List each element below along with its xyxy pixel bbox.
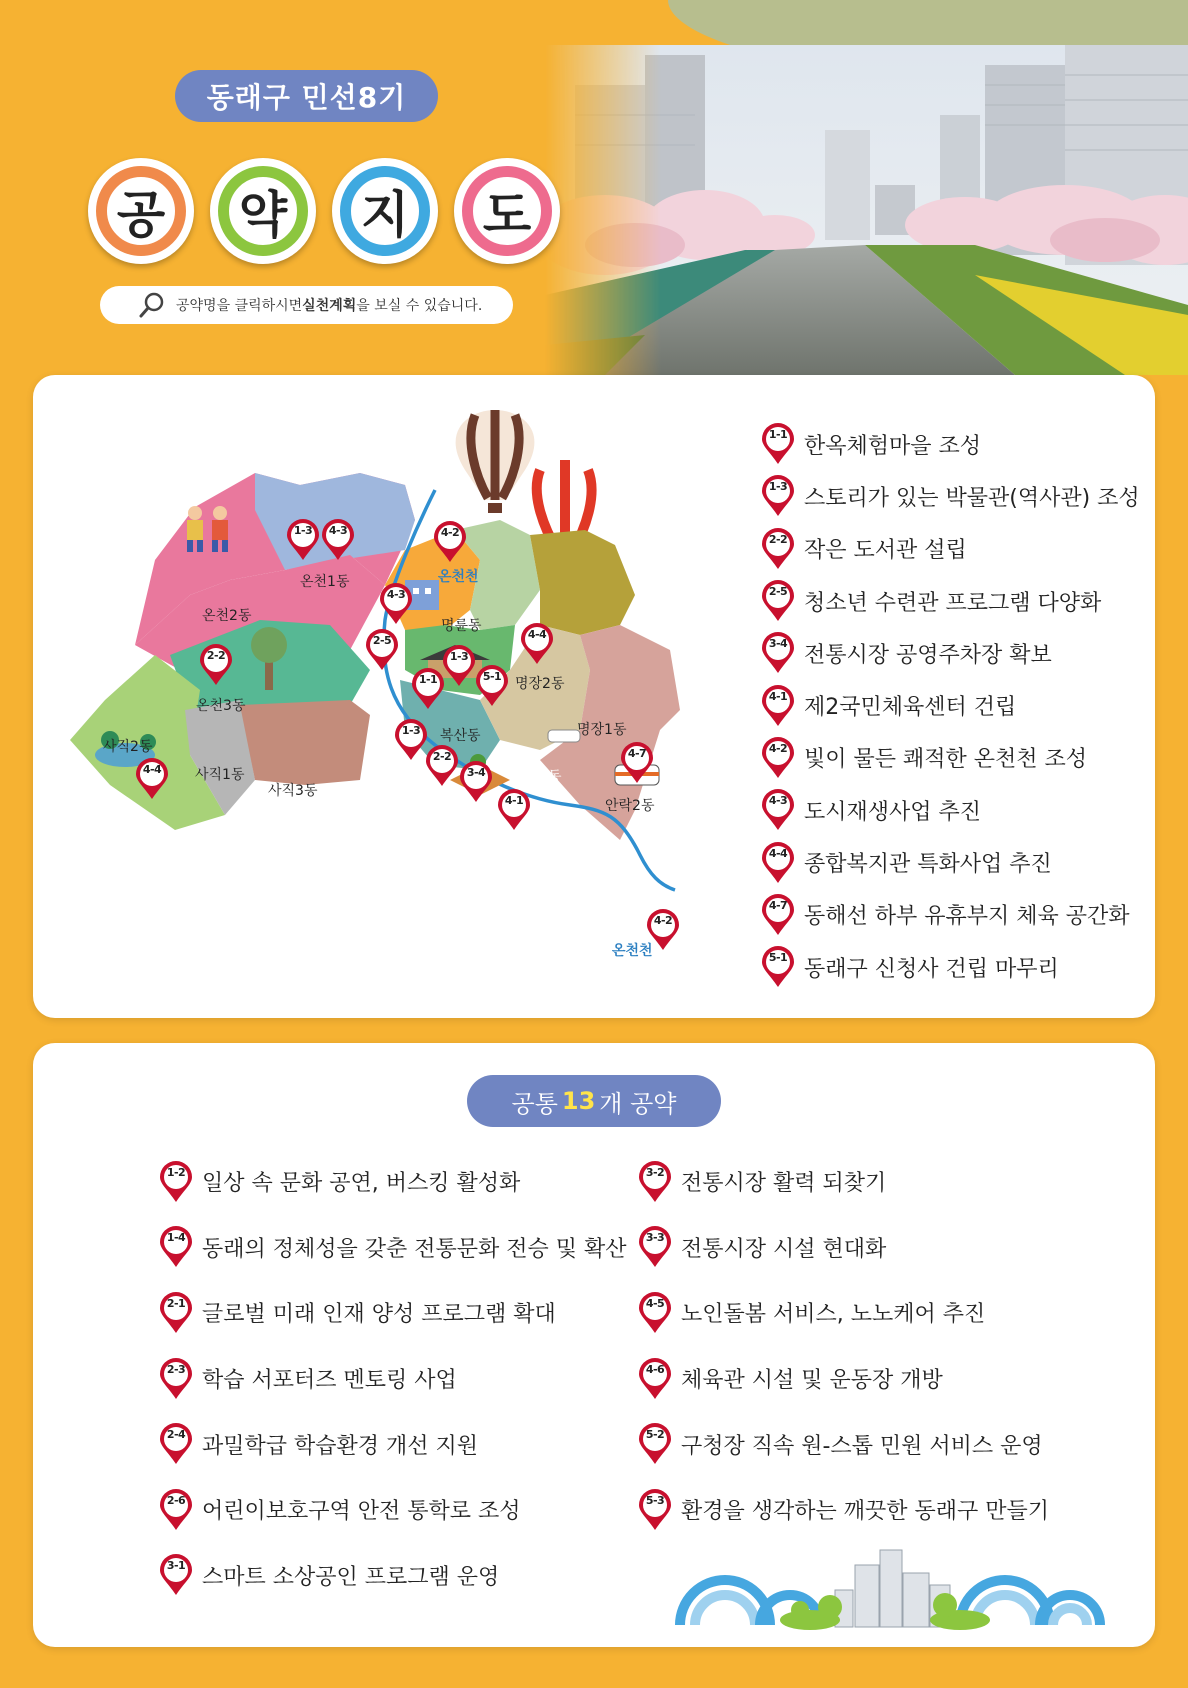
pin-icon: 4-3	[760, 788, 796, 832]
pledge-item[interactable]	[760, 418, 1140, 470]
pledge-item[interactable]	[760, 889, 1140, 941]
label-sajik2: 사직2동	[103, 739, 153, 755]
title	[88, 158, 560, 264]
label-sajik1: 사직1동	[195, 767, 245, 783]
pledge-label[interactable]: 전통시장 공영주차장 확보	[804, 642, 1052, 668]
pin-icon: 3-2	[637, 1160, 673, 1204]
map-pin-1-3[interactable]: 1-3	[285, 518, 321, 562]
map-pin-4-4[interactable]: 4-4	[519, 622, 555, 666]
pledge-item[interactable]	[158, 1215, 627, 1281]
pledge-label[interactable]: 과밀학급 학습환경 개선 지원	[202, 1433, 479, 1459]
pin-icon: 2-5	[760, 579, 796, 623]
pledge-item[interactable]	[760, 732, 1140, 784]
label-oncheon3: 온천3동	[196, 698, 246, 714]
pin-icon: 4-1	[760, 684, 796, 728]
map-pin-5-1[interactable]: 5-1	[474, 664, 510, 708]
pin-icon: 5-3	[637, 1488, 673, 1532]
pin-icon: 1-3	[760, 474, 796, 518]
map-pin-3-4[interactable]: 3-4	[458, 760, 494, 804]
pin-icon: 4-6	[637, 1357, 673, 1401]
pledge-label[interactable]: 환경을 생각하는 깨끗한 동래구 만들기	[681, 1499, 1050, 1525]
pledge-item[interactable]	[637, 1280, 1049, 1346]
label-myeongjang2: 명장2동	[515, 676, 565, 692]
label-myeongjang1: 명장1동	[577, 722, 627, 738]
pin-icon: 3-1	[158, 1553, 194, 1597]
pledge-label[interactable]: 전통시장 활력 되찾기	[681, 1171, 887, 1197]
label-river-top: 온천천	[438, 569, 479, 585]
pledge-label[interactable]: 구청장 직속 원-스톱 민원 서비스 운영	[681, 1433, 1043, 1459]
pledge-item[interactable]	[637, 1149, 1049, 1215]
map-pin-2-2[interactable]: 2-2	[424, 744, 460, 788]
pledge-label[interactable]: 노인돌봄 서비스, 노노케어 추진	[681, 1302, 986, 1328]
city-illustration	[670, 1545, 1130, 1635]
pin-icon: 1-2	[158, 1160, 194, 1204]
pin-icon: 5-1	[760, 945, 796, 989]
label-boksan: 복산동	[440, 728, 481, 744]
map-pin-2-2[interactable]: 2-2	[198, 643, 234, 687]
search-hint-pre: 공약명을 클릭하시면	[176, 298, 303, 314]
title-char-2: 약	[210, 158, 316, 264]
map-pin-1-3[interactable]: 1-3	[393, 718, 429, 762]
pledge-label[interactable]: 한옥체험마을 조성	[804, 433, 982, 459]
pin-icon: 3-3	[637, 1225, 673, 1269]
pledge-item[interactable]	[158, 1477, 627, 1543]
pledge-label[interactable]: 글로벌 미래 인재 양성 프로그램 확대	[202, 1302, 556, 1328]
map-pin-4-2[interactable]: 4-2	[432, 520, 468, 564]
pin-icon: 4-7	[760, 893, 796, 937]
pledge-item[interactable]	[158, 1280, 627, 1346]
pledge-item[interactable]	[760, 836, 1140, 888]
pledge-label[interactable]: 체육관 시설 및 운동장 개방	[681, 1368, 943, 1394]
map-pin-4-2[interactable]: 4-2	[645, 908, 681, 952]
pin-icon: 1-4	[158, 1225, 194, 1269]
label-sumin: 수민동	[380, 770, 421, 786]
magnifier-icon	[138, 291, 166, 319]
pledge-label[interactable]: 동래의 정체성을 갖춘 전통문화 전승 및 확산	[202, 1236, 627, 1262]
dongnae-map	[60, 410, 720, 980]
pledge-label[interactable]: 스마트 소상공인 프로그램 운영	[202, 1564, 500, 1590]
pledge-item[interactable]	[760, 941, 1140, 993]
map-pin-4-3[interactable]: 4-3	[320, 518, 356, 562]
common-list-left	[158, 1149, 627, 1608]
label-allak2: 안락2동	[605, 798, 655, 814]
pin-icon: 2-3	[158, 1357, 194, 1401]
pledge-item[interactable]	[760, 523, 1140, 575]
search-hint-post: 을 보실 수 있습니다.	[356, 298, 483, 314]
hot-air-balloon-icon	[456, 410, 535, 513]
pin-icon: 2-1	[158, 1291, 194, 1335]
map-pin-1-3[interactable]: 1-3	[441, 644, 477, 688]
map-pin-4-1[interactable]: 4-1	[496, 788, 532, 832]
pledge-item[interactable]	[637, 1411, 1049, 1477]
pledge-label[interactable]: 종합복지관 특화사업 추진	[804, 852, 1052, 878]
pledge-list	[760, 418, 1140, 993]
pledge-item[interactable]	[637, 1477, 1049, 1543]
pledge-item[interactable]	[760, 784, 1140, 836]
pledge-label[interactable]: 빛이 물든 쾌적한 온천천 조성	[804, 747, 1087, 773]
pledge-label[interactable]: 스토리가 있는 박물관(역사관) 조성	[804, 485, 1140, 511]
common-title	[467, 1075, 721, 1127]
label-allak1: 안락1동	[512, 769, 562, 785]
pledge-label[interactable]: 청소년 수련관 프로그램 다양화	[804, 590, 1102, 616]
pin-icon: 3-4	[760, 631, 796, 675]
district-sajik3[interactable]	[240, 700, 370, 785]
pledge-item[interactable]	[637, 1215, 1049, 1281]
map-pin-4-3[interactable]: 4-3	[378, 582, 414, 626]
title-char-3: 지	[332, 158, 438, 264]
pin-icon: 4-4	[760, 841, 796, 885]
pledge-label[interactable]: 어린이보호구역 안전 통학로 조성	[202, 1499, 521, 1525]
pledge-item[interactable]	[760, 470, 1140, 522]
map-pin-2-5[interactable]: 2-5	[364, 628, 400, 672]
label-myeongnyun: 명륜동	[441, 618, 482, 634]
pledge-label[interactable]: 전통시장 시설 현대화	[681, 1236, 887, 1262]
map-pin-1-1[interactable]: 1-1	[410, 667, 446, 711]
district-myeongjang1[interactable]	[530, 530, 635, 635]
pin-icon: 1-1	[760, 422, 796, 466]
pin-icon: 5-2	[637, 1422, 673, 1466]
title-char-1: 공	[88, 158, 194, 264]
common-count: 13	[561, 1087, 596, 1115]
pledge-item[interactable]	[158, 1149, 627, 1215]
map-pin-4-4[interactable]: 4-4	[134, 757, 170, 801]
title-char-4: 도	[454, 158, 560, 264]
pledge-item[interactable]	[760, 627, 1140, 679]
label-sajik3: 사직3동	[268, 783, 318, 799]
pledge-label[interactable]: 학습 서포터즈 멘토링 사업	[202, 1368, 457, 1394]
pledge-label[interactable]: 제2국민체육센터 건립	[804, 695, 1017, 721]
label-oncheon1: 온천1동	[300, 574, 350, 590]
subtitle-pill: 동래구 민선8기	[175, 70, 438, 122]
common-title-post: 개 공약	[599, 1089, 677, 1118]
pledge-label[interactable]: 일상 속 문화 공연, 버스킹 활성화	[202, 1171, 521, 1197]
common-title-pre: 공통	[511, 1089, 558, 1118]
map-pin-4-7[interactable]: 4-7	[619, 741, 655, 785]
pledge-label[interactable]: 작은 도서관 설립	[804, 538, 967, 564]
pin-icon: 2-2	[760, 527, 796, 571]
pledge-item[interactable]	[760, 575, 1140, 627]
pin-icon: 2-6	[158, 1488, 194, 1532]
pledge-label[interactable]: 동해선 하부 유휴부지 체육 공간화	[804, 904, 1130, 930]
common-list-right	[637, 1149, 1049, 1543]
label-river-bottom: 온천천	[612, 943, 653, 959]
pledge-item[interactable]	[158, 1411, 627, 1477]
pledge-label[interactable]: 도시재생사업 추진	[804, 799, 982, 825]
oncheoncheon-photo	[545, 45, 1188, 375]
pin-icon: 4-5	[637, 1291, 673, 1335]
pledge-item[interactable]	[637, 1346, 1049, 1412]
pledge-item[interactable]	[760, 679, 1140, 731]
pin-icon: 2-4	[158, 1422, 194, 1466]
label-oncheon2: 온천2동	[202, 608, 252, 624]
pledge-label[interactable]: 동래구 신청사 건립 마무리	[804, 956, 1059, 982]
pledge-item[interactable]	[158, 1346, 627, 1412]
pledge-item[interactable]	[158, 1543, 627, 1609]
search-hint-bold: 실천계획	[302, 298, 357, 314]
pin-icon: 4-2	[760, 736, 796, 780]
search-hint	[100, 286, 513, 324]
